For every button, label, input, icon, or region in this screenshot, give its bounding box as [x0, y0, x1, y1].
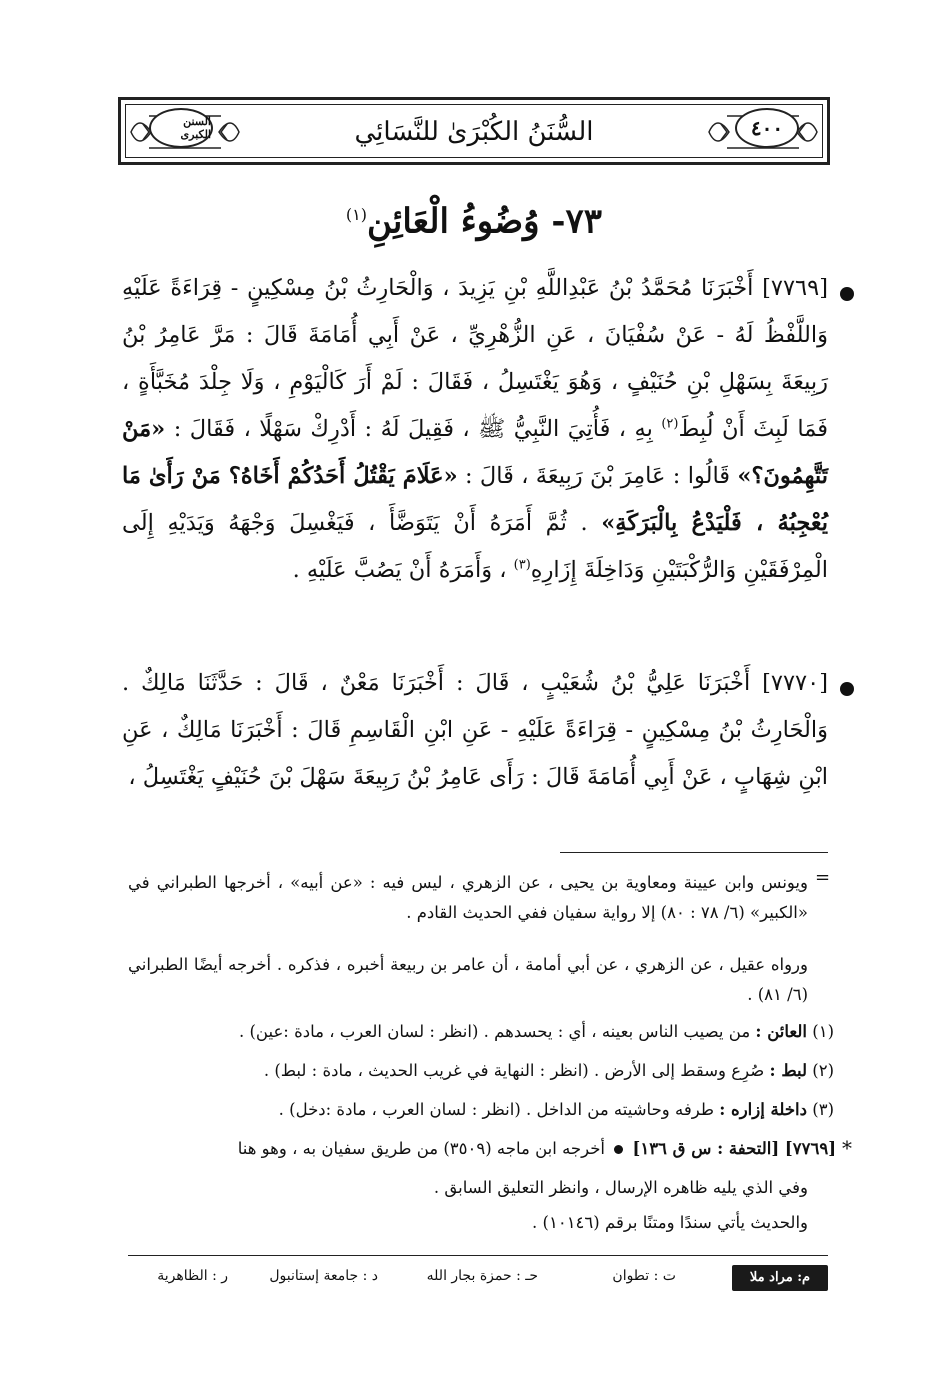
hadith-text: بِهِ ، فَأُتِيَ النَّبِيُّ ﷺ ، فَقِيلَ لَهُ : أَدْرِكْ سَهْلًا ، فَقَالَ :	[165, 416, 662, 442]
page-number-text: ٤٠٠	[750, 116, 784, 140]
footnote-text: صُرِع وسقط إلى الأرض . (انظر : النهاية في غريب الحديث ، مادة : لبط) .	[263, 1061, 770, 1080]
footnote-2	[120, 1056, 834, 1086]
footnote-term: داخلة إزاره :	[719, 1100, 807, 1119]
bullet-icon	[840, 682, 854, 696]
hadith-text: [٧٧٦٩] أَخْبَرَنَا مُحَمَّدُ بْنُ عَبْدِاللَّهِ بْنِ يَزِيدَ ، وَالْحَارِثُ بْنُ مِسْكِينٍ - قِرَاءَةً عَلَيْهِ وَاللَّفْظُ لَهُ - عَنْ سُفْيَانَ ، عَنِ الزُّهْرِيِّ ، عَنْ أَبِي أُمَامَةَ قَالَ : مَرَّ عَامِرُ بْنُ رَبِيعَةَ بِسَهْلِ بْنِ حُنَيْفٍ ، وَهُوَ يَغْتَسِلُ ، فَقَالَ : لَمْ أَرَ كَالْيَوْمِ ، وَلَا جِلْدَ مُخَبَّأَةٍ ، فَمَا لَبِثَ أَنْ لُبِطَ	[122, 275, 829, 442]
legend-h: حـ : حمزة بجار الله	[426, 1268, 538, 1284]
hadith-7770	[122, 660, 828, 801]
footnote-continuation-2: ورواه عقيل ، عن الزهري ، عن أبي أمامة ، أن عامر بن ربيعة أخبره ، فذكره . أخرجه أيضًا الطبراني (٦/ ٨١) .	[128, 955, 808, 1004]
page-header	[118, 97, 830, 165]
bullet-icon	[614, 1145, 623, 1154]
running-title: السُّنَنُ الكُبْرَىٰ للنَّسَائِي	[354, 117, 594, 147]
prophet-quote: «عَلَامَ يَقْتُلُ أَحَدُكُمْ أَخَاهُ؟ مَنْ رَأَىٰ مَا يُعْجِبُهُ ، فَلْيَدْعُ بِالْبَرَكَةِ»	[122, 463, 829, 536]
takhrij-text: أخرجه ابن ماجه (٣٥٠٩) من طريق سفيان به ، وهو هنا	[237, 1139, 606, 1158]
legend-t: ت : تطوان	[612, 1268, 676, 1284]
footnote-term: العائن :	[755, 1022, 807, 1041]
takhrij-label: [٧٧٦٩] [التحفة : س ق ١٣٦]	[632, 1139, 836, 1158]
hadith-text: قَالُوا : عَامِرَ بْنَ رَبِيعَةَ ، قَالَ :	[457, 463, 738, 489]
takhrij-star-icon: *	[842, 1136, 852, 1160]
hadith-text: ، وَأَمَرَهُ أَنْ يَصُبَّ عَلَيْهِ .	[292, 557, 514, 583]
hadith-text: . ثُمَّ أَمَرَهُ أَنْ يَتَوَضَّأَ ، فَيَغْسِلَ وَجْهَهُ وَيَدَيْهِ إِلَى الْمِرْفَقَيْنِ وَالرُّكْبَتَيْنِ وَدَاخِلَةَ إِزَارِهِ	[122, 510, 828, 583]
footnote-number: (٢)	[812, 1061, 834, 1080]
takhrij-line-1	[120, 1134, 836, 1164]
hadith-text: [٧٧٧٠] أَخْبَرَنَا عَلِيُّ بْنُ شُعَيْبٍ ، قَالَ : أَخْبَرَنَا مَعْنٌ ، قَالَ : حَدَّثَنَا مَالِكٌ . وَالْحَارِثُ بْنُ مِسْكِينٍ - قِرَاءَةً عَلَيْهِ - عَنِ ابْنِ الْقَاسِمِ قَالَ : أَخْبَرَنَا مَالِكٌ ، عَنِ ابْنِ شِهَابٍ ، عَنْ أَبِي أُمَامَةَ قَالَ : رَأَى عَامِرُ بْنُ رَبِيعَةَ سَهْلَ بْنَ حُنَيْفٍ يَغْتَسِلُ ،	[122, 670, 828, 790]
bullet-icon	[840, 287, 854, 301]
legend-d: د : جامعة إستانبول	[269, 1268, 378, 1284]
chapter-title-text: ٧٣- وُضُوءُ الْعَائِنِ	[367, 201, 603, 242]
takhrij-line-3: والحديث يأتي سندًا ومتنًا برقم (١٠١٤٦) .	[532, 1213, 808, 1232]
manuscript-legend	[128, 1262, 828, 1298]
footnote-continuation-1: ويونس وابن عيينة ومعاوية بن يحيى ، عن الزهري ، ليس فيه : «عن أبيه» ، أخرجها الطبراني في «الكبير» (٦/ ٧٨ : ٨٠) إلا رواية سفيان ففي الحديث القادم .	[128, 873, 808, 922]
continuation-mark: =	[815, 867, 831, 888]
footnote-text: من يصيب الناس بعينه ، أي : يحسدهم . (انظر : لسان العرب ، مادة :عين) .	[238, 1022, 756, 1041]
hadith-7769	[122, 265, 828, 594]
chapter-note-ref: (١)	[345, 205, 367, 224]
chapter-title	[0, 190, 948, 246]
footnote-number: (٣)	[812, 1100, 834, 1119]
legend-separator	[128, 1255, 828, 1256]
footnote-text: طرفه وحاشيته من الداخل . (انظر : لسان العرب ، مادة :دخل) .	[278, 1100, 720, 1119]
prophet-quote: «مَنْ تَتَّهِمُونَ؟»	[122, 416, 828, 489]
footnote-separator	[560, 852, 828, 853]
footnote-ref: (٣)	[513, 557, 531, 573]
takhrij-line-2: وفي الذي يليه ظاهره الإرسال ، وانظر التعليق السابق .	[433, 1178, 808, 1197]
book-logo	[149, 108, 213, 148]
footnote-3	[120, 1095, 834, 1125]
logo-text: السنن الكبرى	[180, 115, 211, 141]
footnote-ref: (٢)	[661, 416, 679, 432]
footnote-term: لبط :	[769, 1061, 807, 1080]
page-number	[735, 108, 799, 148]
legend-r: ر : الظاهرية	[157, 1268, 228, 1284]
footnote-number: (١)	[812, 1022, 834, 1041]
legend-badge: م: مراد ملا	[732, 1265, 828, 1291]
footnote-1	[120, 1017, 834, 1047]
